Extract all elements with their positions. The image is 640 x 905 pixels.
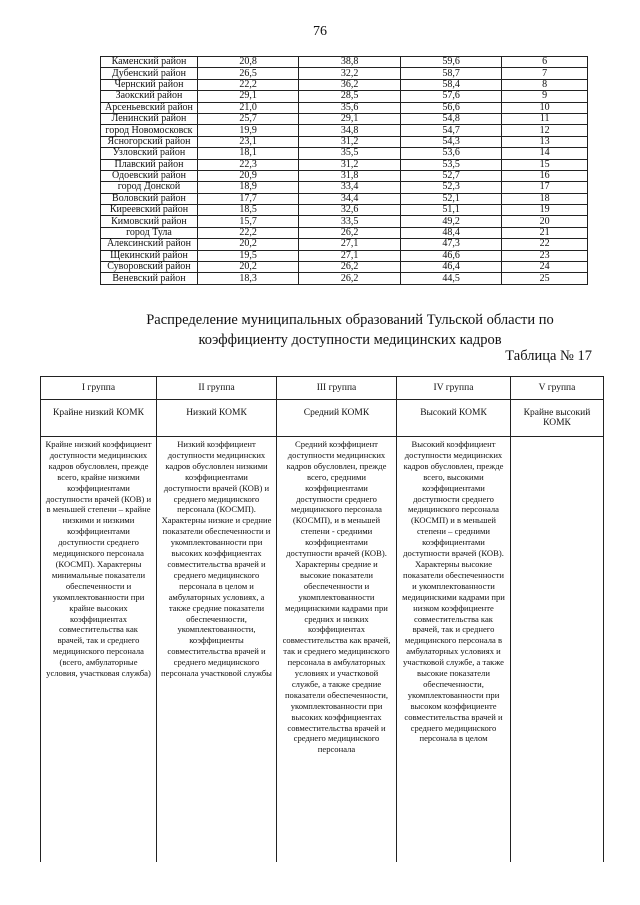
district-value-a: 19,9	[197, 125, 298, 136]
district-row	[101, 273, 588, 284]
district-name: Ленинский район	[101, 113, 198, 124]
group-description-5	[510, 436, 604, 862]
district-value-c: 57,6	[400, 91, 501, 102]
district-value-c: 56,6	[400, 102, 501, 113]
district-row	[101, 239, 588, 250]
district-rank: 17	[502, 182, 588, 193]
district-name: Узловский район	[101, 148, 198, 159]
group-name-2: II группа	[156, 376, 276, 399]
district-name: Щекинский район	[101, 250, 198, 261]
district-name: город Новомосковск	[101, 125, 198, 136]
district-rank: 21	[502, 227, 588, 238]
group-label-3: Средний КОМК	[276, 399, 396, 436]
page-number: 76	[313, 24, 327, 39]
district-value-c: 54,8	[400, 113, 501, 124]
district-value-a: 18,3	[197, 273, 298, 284]
district-value-b: 31,2	[299, 159, 400, 170]
district-value-a: 22,2	[197, 79, 298, 90]
district-rank: 18	[502, 193, 588, 204]
district-name: Арсеньевский район	[101, 102, 198, 113]
groups-label-row	[40, 399, 604, 436]
district-value-b: 34,4	[299, 193, 400, 204]
district-value-b: 32,2	[299, 68, 400, 79]
table-label: Таблица № 17	[505, 348, 592, 364]
district-name: город Тула	[101, 227, 198, 238]
groups-table	[40, 376, 604, 862]
district-name: Плавский район	[101, 159, 198, 170]
district-value-a: 17,7	[197, 193, 298, 204]
district-rank: 23	[502, 250, 588, 261]
district-value-a: 20,8	[197, 57, 298, 68]
district-value-a: 20,2	[197, 239, 298, 250]
district-rank: 19	[502, 205, 588, 216]
group-name-5: V группа	[510, 376, 604, 399]
district-value-c: 52,3	[400, 182, 501, 193]
district-value-b: 35,5	[299, 148, 400, 159]
district-rank: 12	[502, 125, 588, 136]
district-value-c: 58,7	[400, 68, 501, 79]
district-value-c: 48,4	[400, 227, 501, 238]
district-row	[101, 113, 588, 124]
district-rank: 11	[502, 113, 588, 124]
district-rank: 10	[502, 102, 588, 113]
district-rank: 6	[502, 57, 588, 68]
group-description-4: Высокий коэффициент доступности медицинских кадров обусловлен, прежде всего, высокими коэффициентами доступности среднего медицинского персонала (КОСМП) и в меньшей степени – средними коэффициентами доступности врачей (КОВ). Характерны высокие показатели обеспеченности и укомплектованности медицинскими кадрами при низком коэффициенте совместительства как врачей, так и среднего медицинского персонала в амбулаторных условиях и участковой службе, а также высокие показатели обеспеченности, укомплектованности при высоком коэффициенте совместительства врачей и среднего медицинского персонала в целом	[396, 436, 510, 862]
district-value-c: 51,1	[400, 205, 501, 216]
groups-description-row	[40, 436, 604, 862]
district-rank: 16	[502, 170, 588, 181]
district-value-b: 28,5	[299, 91, 400, 102]
district-value-b: 29,1	[299, 113, 400, 124]
district-row	[101, 216, 588, 227]
district-rank: 24	[502, 262, 588, 273]
district-value-c: 59,6	[400, 57, 501, 68]
district-row	[101, 262, 588, 273]
district-rank: 7	[502, 68, 588, 79]
district-value-b: 38,8	[299, 57, 400, 68]
district-value-a: 19,5	[197, 250, 298, 261]
district-value-a: 18,5	[197, 205, 298, 216]
district-value-a: 22,2	[197, 227, 298, 238]
heading-line-2: коэффициенту доступности медицинских кадров	[198, 332, 502, 348]
district-value-b: 31,8	[299, 170, 400, 181]
district-row	[101, 205, 588, 216]
district-row	[101, 170, 588, 181]
group-description-2: Низкий коэффициент доступности медицинских кадров обусловлен низкими коэффициентами доступности врачей (КОВ) и среднего медицинского персонала (КОСМП). Характерны низкие и средние показатели обеспеченности и укомплектованности при высоких коэффициентах совместительства врачей и среднего медицинского персонала в целом и амбулаторных условиях, а также средние показатели обеспеченности, укомплектованности, коэффициенты совместительства врачей и среднего медицинского персонала участковой службы	[156, 436, 276, 862]
district-name: Дубенский район	[101, 68, 198, 79]
district-value-c: 49,2	[400, 216, 501, 227]
district-rank: 25	[502, 273, 588, 284]
district-name: Ясногорский район	[101, 136, 198, 147]
district-value-c: 52,1	[400, 193, 501, 204]
group-label-5: Крайне высокий КОМК	[510, 399, 604, 436]
district-rank: 14	[502, 148, 588, 159]
district-name: Воловский район	[101, 193, 198, 204]
district-row	[101, 193, 588, 204]
district-value-a: 18,9	[197, 182, 298, 193]
district-value-b: 33,5	[299, 216, 400, 227]
section-heading	[120, 310, 580, 350]
district-row	[101, 79, 588, 90]
group-name-1: I группа	[40, 376, 156, 399]
district-value-c: 53,5	[400, 159, 501, 170]
district-name: Алексинский район	[101, 239, 198, 250]
groups-header-row	[40, 376, 604, 399]
district-value-c: 54,3	[400, 136, 501, 147]
district-name: Каменский район	[101, 57, 198, 68]
district-value-a: 26,5	[197, 68, 298, 79]
district-rank: 8	[502, 79, 588, 90]
district-name: Заокский район	[101, 91, 198, 102]
district-value-c: 47,3	[400, 239, 501, 250]
group-description-3: Средний коэффициент доступности медицинских кадров обусловлен, прежде всего, средними коэффициентами доступности среднего медицинского персонала (КОСМП), и в меньшей степени - средними коэффициентами доступности врачей (КОВ). Характерны средние и высокие показатели обеспеченности и укомплектованности медицинскими кадрами при средних и низких коэффициентах совместительства как врачей, так и среднего медицинского персонала в амбулаторных условиях и участковой службе, а также средние показатели обеспеченности, укомплектованности при высоких коэффициентах совместительства врачей и среднего медицинского персонала	[276, 436, 396, 862]
district-value-b: 34,8	[299, 125, 400, 136]
district-value-a: 21,0	[197, 102, 298, 113]
district-value-a: 15,7	[197, 216, 298, 227]
group-label-1: Крайне низкий КОМК	[40, 399, 156, 436]
district-row	[101, 57, 588, 68]
district-row	[101, 227, 588, 238]
district-name: город Донской	[101, 182, 198, 193]
district-name: Чернский район	[101, 79, 198, 90]
group-name-4: IV группа	[396, 376, 510, 399]
district-value-a: 25,7	[197, 113, 298, 124]
districts-table	[100, 56, 588, 285]
district-row	[101, 91, 588, 102]
district-name: Одоевский район	[101, 170, 198, 181]
district-value-a: 18,1	[197, 148, 298, 159]
district-name: Киреевский район	[101, 205, 198, 216]
district-value-a: 23,1	[197, 136, 298, 147]
district-value-b: 27,1	[299, 250, 400, 261]
district-row	[101, 250, 588, 261]
heading-line-1: Распределение муниципальных образований Тульской области по	[146, 312, 554, 328]
district-value-b: 32,6	[299, 205, 400, 216]
district-value-c: 52,7	[400, 170, 501, 181]
district-row	[101, 182, 588, 193]
district-name: Кимовский район	[101, 216, 198, 227]
district-value-b: 26,2	[299, 273, 400, 284]
district-value-b: 33,4	[299, 182, 400, 193]
district-value-c: 53,6	[400, 148, 501, 159]
district-value-c: 58,4	[400, 79, 501, 90]
district-row	[101, 125, 588, 136]
district-value-b: 26,2	[299, 262, 400, 273]
group-name-3: III группа	[276, 376, 396, 399]
district-value-a: 29,1	[197, 91, 298, 102]
district-value-b: 31,2	[299, 136, 400, 147]
district-row	[101, 148, 588, 159]
district-value-a: 20,9	[197, 170, 298, 181]
district-row	[101, 136, 588, 147]
district-value-c: 46,4	[400, 262, 501, 273]
district-name: Веневский район	[101, 273, 198, 284]
district-rank: 22	[502, 239, 588, 250]
district-row	[101, 102, 588, 113]
district-value-a: 20,2	[197, 262, 298, 273]
district-value-b: 26,2	[299, 227, 400, 238]
group-label-2: Низкий КОМК	[156, 399, 276, 436]
district-value-a: 22,3	[197, 159, 298, 170]
district-value-b: 36,2	[299, 79, 400, 90]
district-value-b: 35,6	[299, 102, 400, 113]
district-value-c: 46,6	[400, 250, 501, 261]
district-value-c: 54,7	[400, 125, 501, 136]
district-row	[101, 159, 588, 170]
group-label-4: Высокий КОМК	[396, 399, 510, 436]
group-description-1: Крайне низкий коэффициент доступности медицинских кадров обусловлен, прежде всего, крайне низкими коэффициентами доступности врачей (КОВ) и в меньшей степени – крайне низкими и низкими коэффициентами доступности среднего медицинского персонала (КОСМП). Характерны минимальные показатели обеспеченности и укомплектованности при крайне высоких коэффициентах совместительства как врачей, так и среднего медицинского персонала (всего, амбулаторные условия, участковая служба)	[40, 436, 156, 862]
district-value-b: 27,1	[299, 239, 400, 250]
district-rank: 9	[502, 91, 588, 102]
district-rank: 13	[502, 136, 588, 147]
district-name: Суворовский район	[101, 262, 198, 273]
district-value-c: 44,5	[400, 273, 501, 284]
district-row	[101, 68, 588, 79]
district-rank: 15	[502, 159, 588, 170]
district-rank: 20	[502, 216, 588, 227]
